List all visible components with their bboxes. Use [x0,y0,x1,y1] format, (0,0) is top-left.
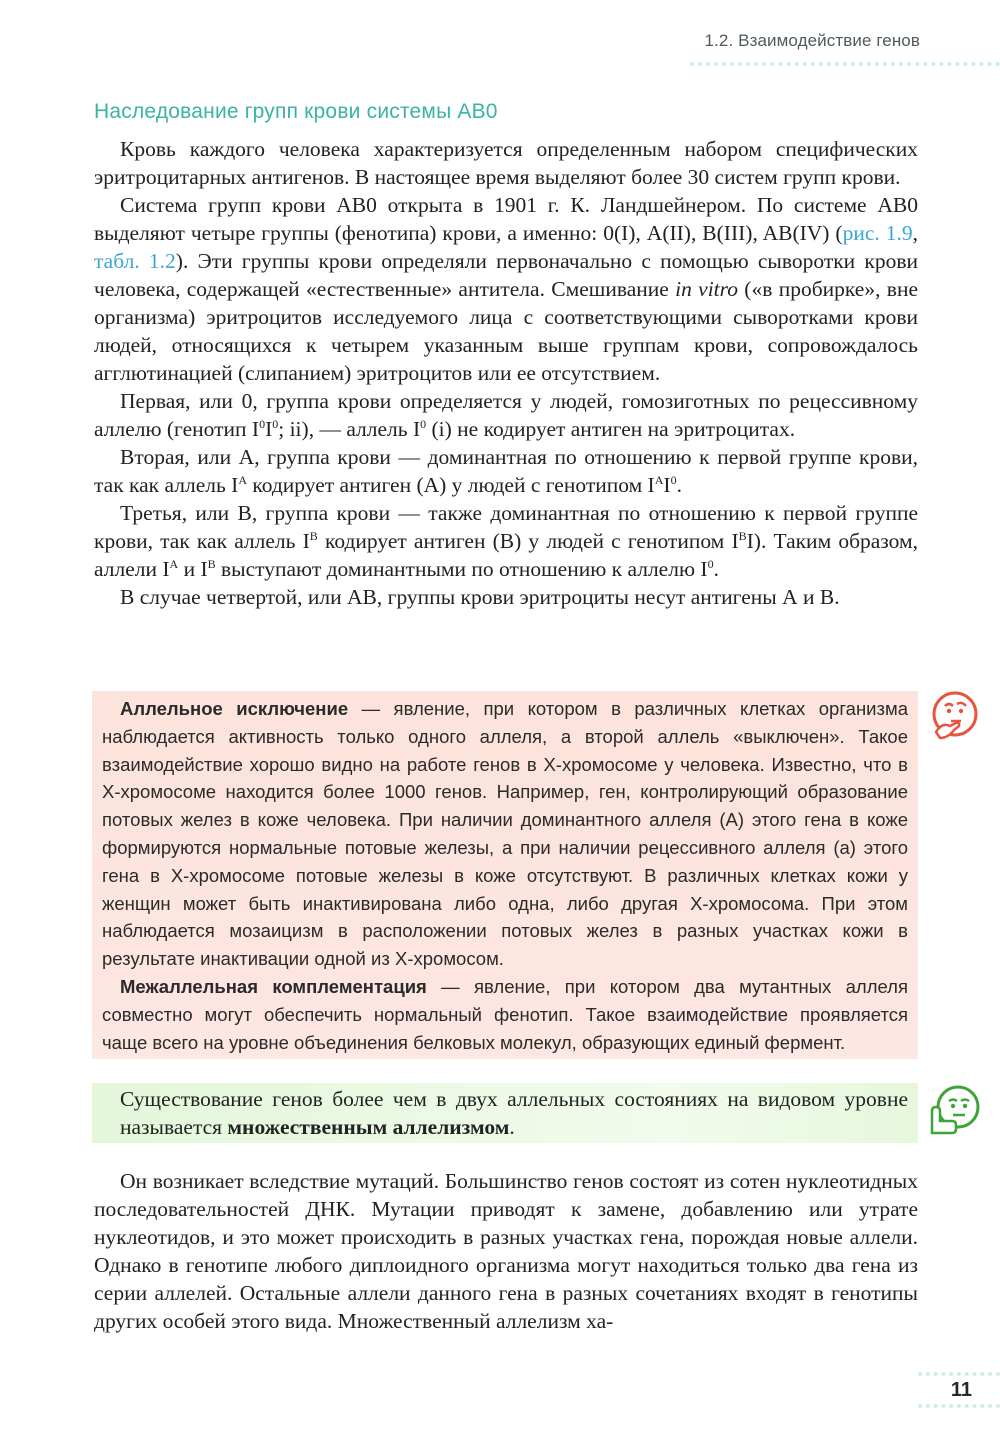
section-heading: Наследование групп крови системы АВ0 [94,100,498,123]
body-text-bottom [94,1167,918,1335]
paragraph: В случае четвертой, или АВ, группы крови эритроциты несут антигены А и В. [120,585,840,609]
definition-text: Существование генов более чем в двух аллельных состояниях на видовом уровне называется множественным аллелизмом. [120,1087,908,1139]
pointing-face-icon [926,1083,986,1139]
footer-dotted-rule [918,1404,1000,1408]
note-paragraph: Межаллельная комплементация — явление, при котором два мутантных аллеля совместно могут обеспечить нормальный фенотип. Такое взаимодействие проявляется чаще всего на уровне объединения белковых молекул, образующих единый фермент. [102,975,908,1053]
paragraph: Первая, или 0, группа крови определяется у людей, гомозиготных по рецессивному аллелю (генотип $I^0I^0$; ii), — аллель $I^0$ (i) не кодирует антиген на эритроцитах. [94,389,918,441]
note-term: Аллельное исключение [120,698,349,719]
table-link[interactable]: табл. 1.2 [94,249,176,273]
body-text-top [94,135,918,611]
note-paragraph: Аллельное исключение — явление, при котором в различных клетках организма наблюдается активность только одного аллеля, а второй аллель «выключен». Такое взаимодействие хорошо видно на работе генов в Х-хромосоме у человека. Известно, что в Х-хромосоме находится более 1000 генов. Например, ген, контролирующий образование потовых желез в коже человека. При наличии доминантного аллеля (А) этого гена в коже формируются нормальные потовые железы, а при наличии рецессивного аллеля (а) этого гена в Х-хромосоме потовые железы в коже отсутствуют. В различных клетках кожи у женщин может быть инактивирована либо одна, либо другая Х-хромосома. При этом наблюдается мозаицизм в расположении потовых желез в разных участках кожи в результате инактивации одной из Х-хромосом. [102,698,909,970]
note-term: Межаллельная комплементация [120,975,427,997]
note-box [92,691,918,1059]
footer-dotted-rule [918,1372,1000,1376]
header-dotted-rule [690,62,1000,66]
paragraph: Вторая, или А, группа крови — доминантная по отношению к первой группе крови, так как аллель $I^A$ кодирует антиген (А) у людей с генотипом $I^AI^0$. [94,445,918,497]
paragraph: Он возникает вследствие мутаций. Большинство генов состоят из сотен нуклеотидных последовательностей ДНК. Мутации приводят к замене, добавлению или утрате нуклеотидов, и это может происходить в разных участках гена, порождая новые аллели. Однако в генотипе любого диплоидного организма могут находиться только два гена из серии аллелей. Остальные аллели данного гена в разных сочетаниях входят в генотипы других особей этого вида. Множественный аллелизм ха- [94,1169,918,1333]
paragraph: Система групп крови АВ0 открыта в 1901 г. К. Ландшейнером. По системе АВ0 выделяют четыре группы (фенотипа) крови, а именно: 0(I), A(II), B(III), AB(IV) (рис. 1.9, табл. 1.2). Эти группы крови определяли первоначально с помощью сыворотки крови человека, содержащей «естественные» антитела. Смешивание in vitro («в пробирке», вне организма) эритроцитов исследуемого лица с соответствующими сыворотками крови людей, относящихся к четырем указанным выше группам крови, сопровождалось агглютинацией (слипанием) эритроцитов или ее отсутствием. [94,193,918,385]
paragraph: Кровь каждого человека характеризуется определенным набором специфических эритроцитарных антигенов. В настоящее время выделяют более 30 систем групп крови. [94,137,918,189]
running-header: 1.2. Взаимодействие генов [704,31,920,50]
definition-term: множественным аллелизмом [227,1115,510,1139]
page-number: 11 [950,1379,972,1401]
paragraph: Третья, или В, группа крови — также доминантная по отношению к первой группе крови, так как аллель $I^B$ кодирует антиген (В) у людей с генотипом $I^BI$). Таким образом, аллели $I^A$ и $I^B$ выступают доминантными по отношению к аллелю $I^0$. [94,501,918,581]
figure-link[interactable]: рис. 1.9 [842,221,913,245]
thinking-face-icon [928,688,982,742]
definition-box [92,1083,918,1143]
